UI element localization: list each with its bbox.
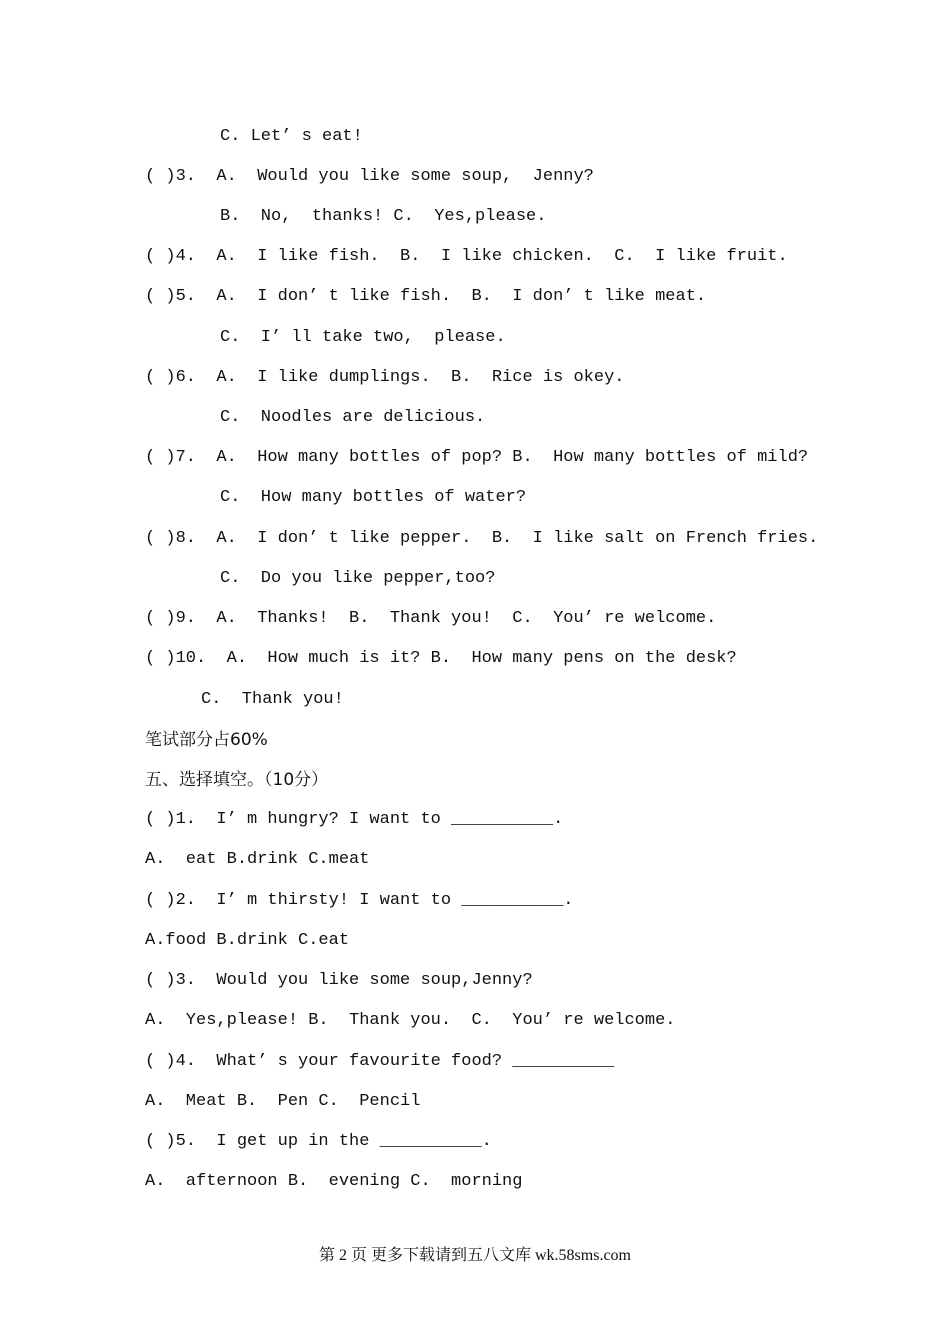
text-line: ( )3. Would you like some soup,Jenny? bbox=[145, 971, 533, 990]
text-line: ( )1. I’ m hungry? I want to __________. bbox=[145, 810, 564, 829]
text-line: ( )5. I get up in the __________. bbox=[145, 1132, 492, 1151]
text-line: ( )3. A. Would you like some soup, Jenny? bbox=[145, 167, 594, 186]
text-line: ( )8. A. I don’ t like pepper. B. I like salt on French fries. bbox=[145, 529, 819, 548]
text-line: ( )4. A. I like fish. B. I like chicken. C. I like fruit. bbox=[145, 247, 788, 266]
page-footer: 第 2 页 更多下载请到五八文库 wk.58sms.com bbox=[318, 1247, 631, 1264]
text-line: C. Do you like pepper,too? bbox=[220, 569, 496, 588]
text-line: ( )10. A. How much is it? B. How many pens on the desk? bbox=[145, 649, 737, 668]
text-line: ( )2. I’ m thirsty! I want to __________. bbox=[145, 891, 574, 910]
section-note: 笔试部分占60% bbox=[145, 730, 268, 750]
text-line: B. No, thanks! C. Yes,please. bbox=[220, 207, 547, 226]
text-line: A. Yes,please! B. Thank you. C. You’ re welcome. bbox=[145, 1011, 676, 1030]
text-line: C. Thank you! bbox=[201, 690, 344, 709]
section-heading: 五、选择填空。（10分） bbox=[145, 770, 329, 790]
text-line: ( )6. A. I like dumplings. B. Rice is okey. bbox=[145, 368, 625, 387]
text-line: ( )7. A. How many bottles of pop? B. How many bottles of mild? bbox=[145, 448, 809, 467]
text-line: C. Noodles are delicious. bbox=[220, 408, 486, 427]
text-line: A. afternoon B. evening C. morning bbox=[145, 1172, 523, 1191]
text-line: C. Let’ s eat! bbox=[220, 127, 363, 146]
text-line: ( )9. A. Thanks! B. Thank you! C. You’ re welcome. bbox=[145, 609, 717, 628]
text-line: C. I’ ll take two, please. bbox=[220, 328, 506, 347]
text-line: ( )5. A. I don’ t like fish. B. I don’ t like meat. bbox=[145, 287, 707, 306]
text-line: A. eat B.drink C.meat bbox=[145, 850, 370, 869]
text-line: A.food B.drink C.eat bbox=[145, 931, 350, 950]
text-line: C. How many bottles of water? bbox=[220, 488, 527, 507]
text-line: A. Meat B. Pen C. Pencil bbox=[145, 1092, 421, 1111]
text-line: ( )4. What’ s your favourite food? __________ bbox=[145, 1052, 615, 1071]
